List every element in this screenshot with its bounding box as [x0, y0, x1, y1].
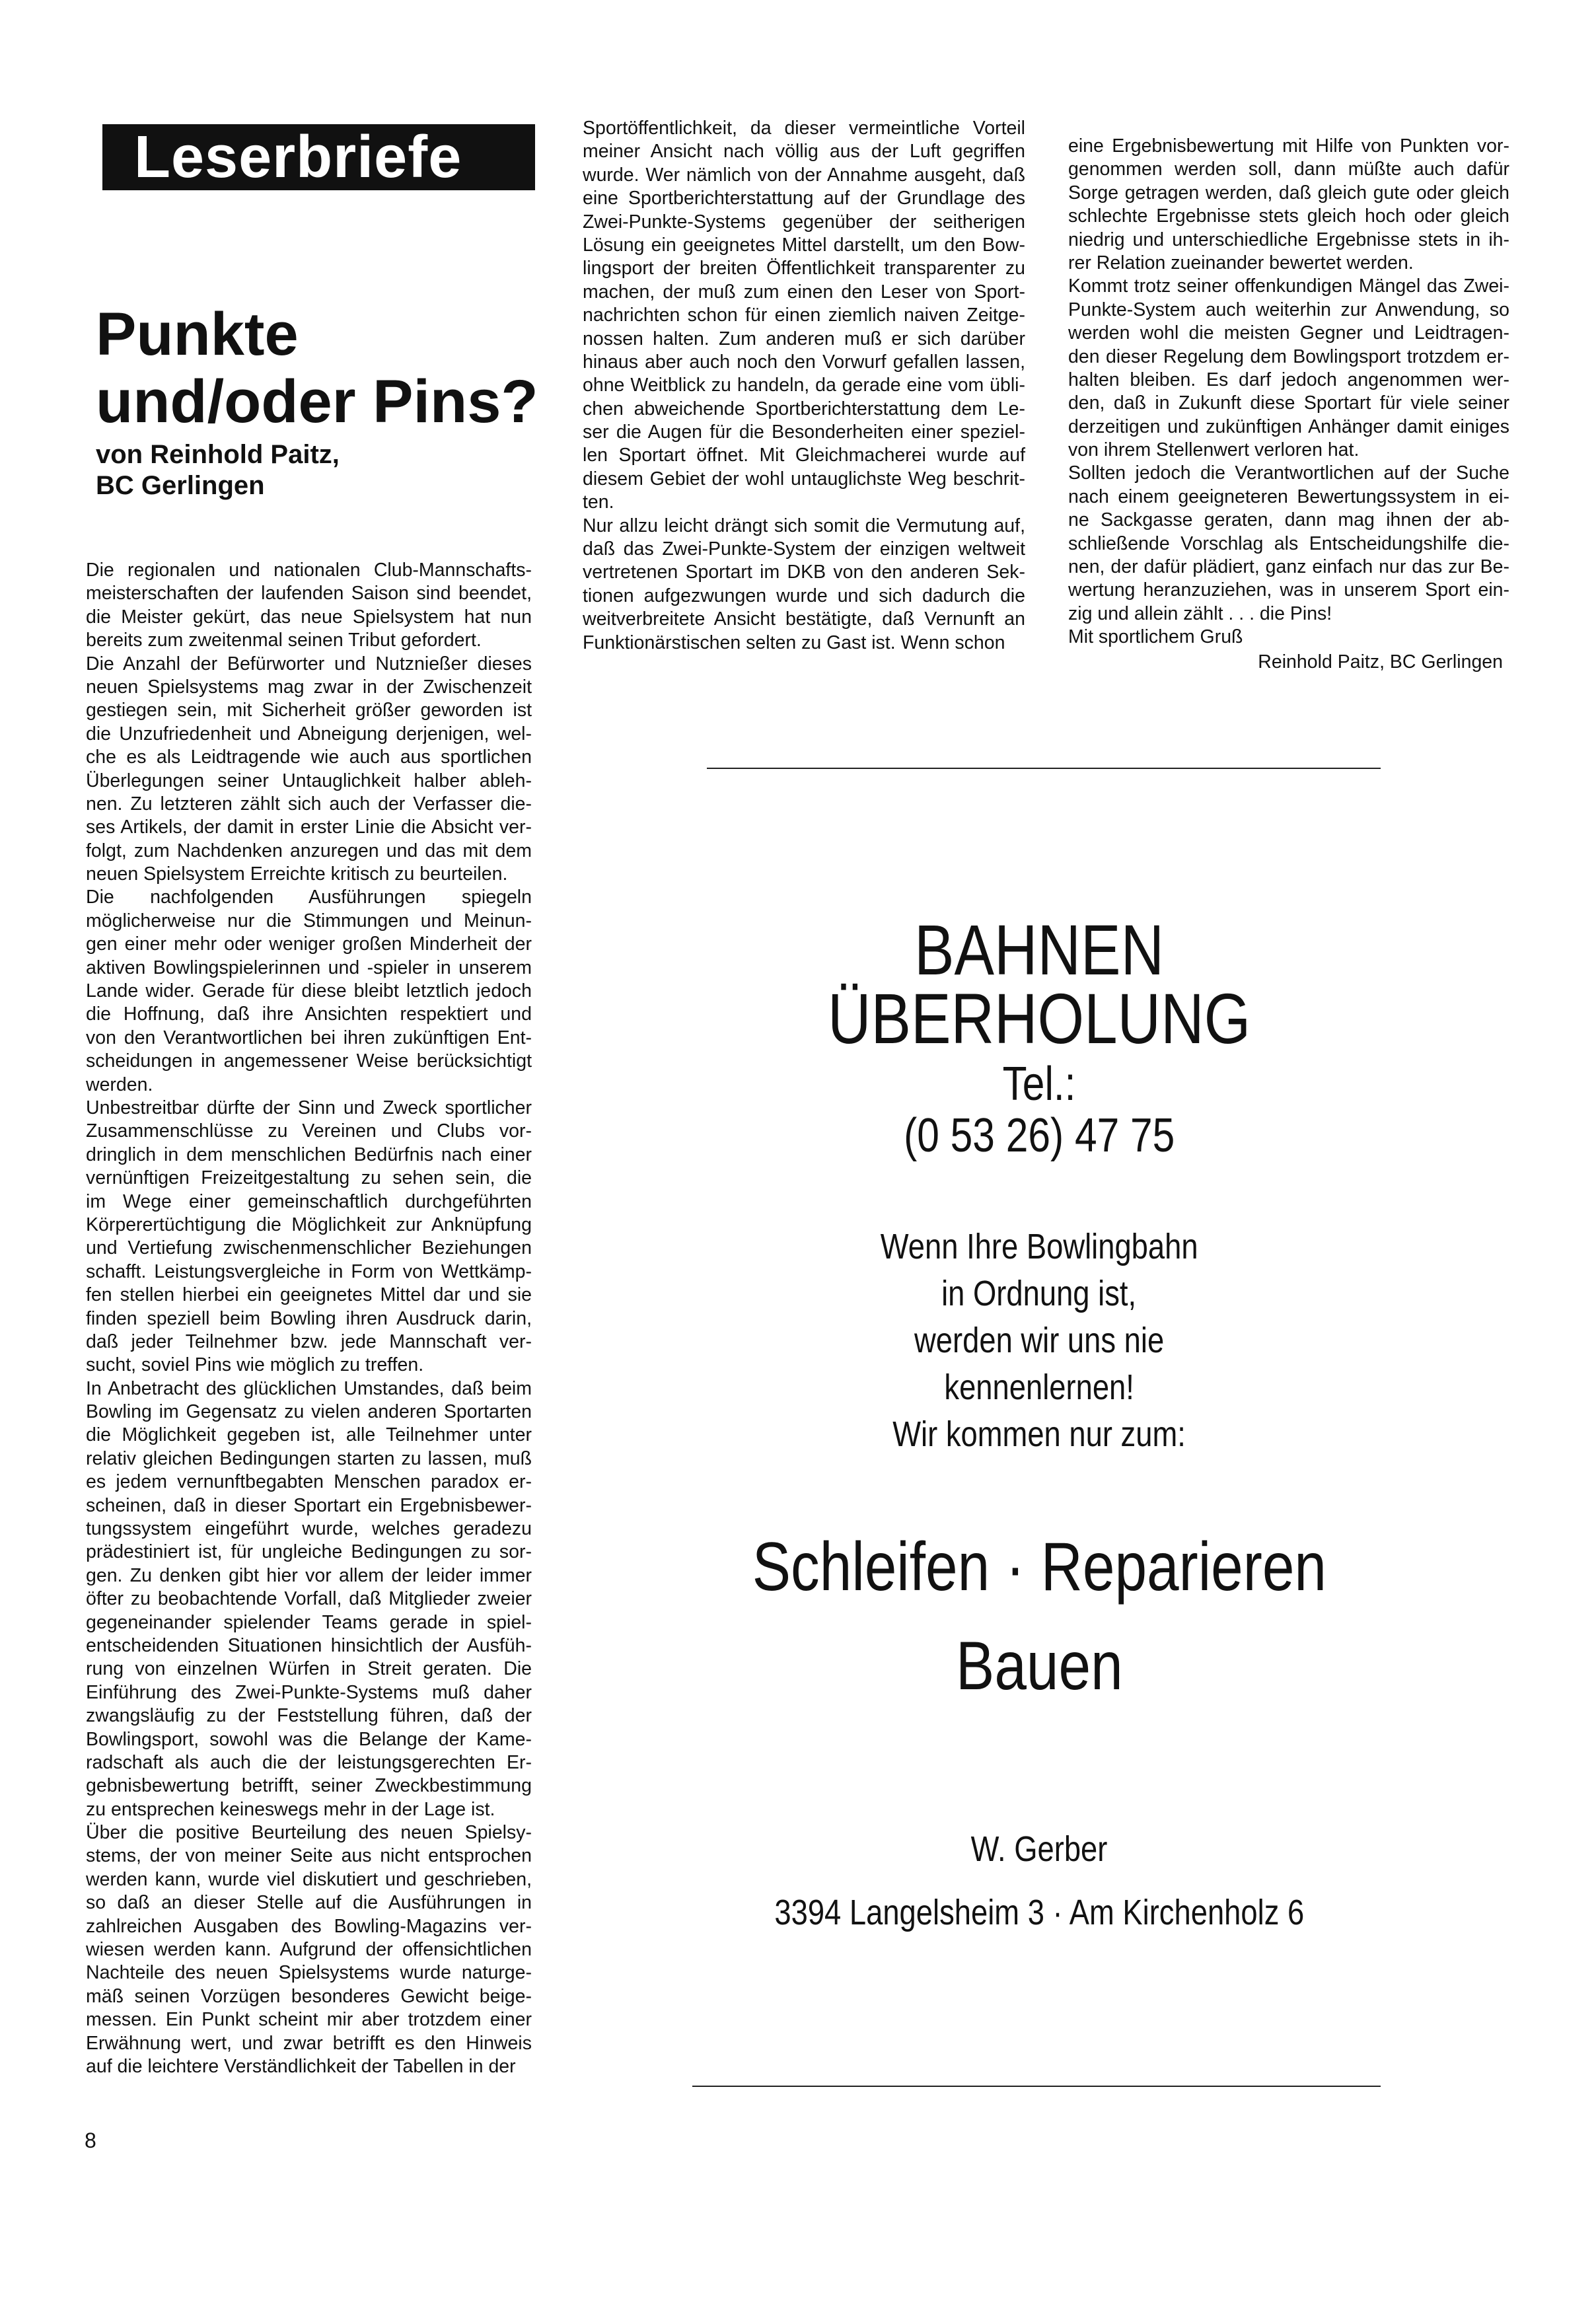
paragraph [86, 1097, 532, 1377]
text-line: so daß an dieser Stelle auf die Ausführungen in [86, 1892, 532, 1914]
text-line: im Wege einer gemeinschaftlich durchgeführten [86, 1190, 532, 1212]
text-line: werden kann, wurde viel diskutiert und geschrieben, [86, 1868, 532, 1890]
text-line: zwangsläufig zu der Feststellung führen, daß der [86, 1705, 532, 1727]
text-line: ohne Weitblick zu handeln, da gerade eine vom übli- [583, 375, 1025, 396]
article-byline [96, 439, 340, 501]
text-line: Einführung des Zwei-Punkte-Systems muß daher [86, 1681, 532, 1703]
text-line: diesem Gebiet der wohl untauglichste Weg beschrit- [583, 468, 1025, 490]
text-line: weitverbreitete Ansicht bestätigte, daß Vernunft an [583, 608, 1025, 630]
text-line: scheidungen in angemessener Weise berücksichtigt [86, 1050, 532, 1072]
paragraph [86, 1377, 532, 1821]
text-line: Sorge getragen werden, daß gleich gute oder gleich [1068, 182, 1509, 203]
text-line: öfter zu beobachtende Vorfall, daß Mitglieder zweier [86, 1588, 532, 1610]
text-line: zig und allein zählt . . . die Pins! [1068, 602, 1332, 624]
ad-headline-1-text: BAHNEN [914, 910, 1165, 990]
article-column-3 [1068, 135, 1509, 649]
text-line: entscheidenden Situationen hinsichtlich der Ausfüh- [86, 1634, 532, 1656]
text-line: vertretenen Sportart im DKB von den anderen Sek- [583, 562, 1025, 583]
ad-address [676, 1895, 1402, 1930]
text-line: vernünftigen Freizeitgestaltung zu sehen sein, die [86, 1167, 532, 1189]
text-line: Mit sportlichem Gruß [1068, 626, 1243, 648]
text-line: schließende Vorschlag als Entscheidungshilfe die- [1068, 532, 1509, 554]
text-line: finden speziell beim Bowling ihren Ausdruck darin, [86, 1307, 532, 1329]
text-line: gegeneinander spielender Teams gerade in spiel- [86, 1611, 532, 1633]
byline-club: BC Gerlingen [96, 471, 265, 500]
text-line: nen. Zu letzteren zählt sich auch der Verfasser die- [86, 793, 532, 815]
article-title-line: Punkte [96, 301, 299, 368]
text-line: möglicherweise nur die Stimmungen und Meinun- [86, 910, 532, 931]
ad-services-2 [676, 1628, 1402, 1704]
paragraph [1068, 626, 1509, 649]
text-line: niedrig und unterschiedliche Ergebnisse stets in ih- [1068, 229, 1509, 250]
text-line: gen einer mehr oder weniger großen Minderheit der [86, 933, 532, 955]
text-line: nachrichten schon für einen ziemlich naiven Zeitge- [583, 305, 1025, 326]
text-line: Unbestreitbar dürfte der Sinn und Zweck sportlicher [86, 1097, 532, 1118]
text-line: von den Verantwortlichen bei ihren zukünftigen Ent- [86, 1027, 532, 1048]
text-line: es jedem vernunftbegabten Menschen paradox er- [86, 1471, 532, 1493]
text-line: schlechte Ergebnisse stets gleich hoch oder gleich [1068, 205, 1509, 227]
text-line: gen. Zu denken gibt hier vor allem der leider immer [86, 1564, 532, 1586]
text-line: dringlich in dem menschlichen Bedürfnis nach einer [86, 1144, 532, 1165]
text-line: Lösung ein geeignetes Mittel darstellt, um den Bow- [583, 234, 1025, 256]
text-line: Bowlingsport, sowohl was die Belange der Kame- [86, 1728, 532, 1750]
text-line: chen abweichende Sportberichterstattung dem Le- [583, 398, 1025, 419]
ad-message-text: Wir kommen nur zum: [892, 1414, 1186, 1454]
paragraph [1068, 275, 1509, 462]
text-line: nach einem geeigneteren Bewertungssystem in ei- [1068, 486, 1509, 507]
ad-message-line [676, 1229, 1402, 1264]
text-line: auf die leichtere Verständlichkeit der Tabellen in der [86, 2056, 516, 2077]
ad-company-text: W. Gerber [970, 1829, 1108, 1869]
paragraph [1068, 462, 1509, 626]
text-line: halten bleiben. Es darf jedoch angenommen wer- [1068, 369, 1509, 390]
text-line: machen, der muß zum einen den Leser von Sport- [583, 281, 1025, 303]
text-line: neuen Spielsystems mag zwar in der Zwischenzeit [86, 676, 532, 698]
text-line: stems, der von meiner Seite aus nicht entsprochen [86, 1845, 532, 1867]
text-line: wertung heranzuziehen, was in unserem Sport ein- [1068, 579, 1509, 601]
paragraph [86, 886, 532, 1097]
text-line: ses Artikels, der damit in erster Linie die Absicht ver- [86, 817, 532, 838]
text-line: gebnisbewertung betrifft, seiner Zweckbestimmung [86, 1775, 532, 1797]
paragraph [86, 653, 532, 887]
text-line: che es als Leidtragende wie auch aus sportlichen [86, 747, 532, 768]
paragraph [583, 515, 1025, 655]
ad-message-line [676, 1416, 1402, 1452]
ad-message-text: Wenn Ihre Bowlingbahn [880, 1227, 1198, 1266]
text-line: Zwei-Punkte-Systems gegenüber der seitherigen [583, 211, 1025, 233]
text-line: daß das Zwei-Punkte-System der einzigen weltweit [583, 538, 1025, 560]
text-line: rer Relation zueinander bewertet werden. [1068, 252, 1414, 273]
text-line: hinaus aber auch noch den Vorwurf gefallen lassen, [583, 351, 1025, 373]
text-line: Sportöffentlichkeit, da dieser vermeintliche Vorteil [583, 118, 1025, 139]
text-line: meisterschaften der laufenden Saison sind beendet, [86, 583, 532, 604]
ad-message-text: kennenlernen! [944, 1367, 1134, 1407]
text-line: aktiven Bowlingspielerinnen und -spieler in unserem [86, 957, 532, 978]
text-line: den, daß in Zukunft diese Sportart für viele seiner [1068, 392, 1509, 414]
text-line: prädestiniert ist, für ungleiche Bedingungen zu sor- [86, 1541, 532, 1563]
divider-bottom [692, 2086, 1381, 2087]
text-line: Funktionärstischen selten zu Gast ist. Wenn schon [583, 632, 1005, 653]
ad-headline-1 [676, 910, 1402, 990]
text-line: wurde. Wer nämlich von der Annahme ausgeht, daß [583, 164, 1025, 186]
text-line: Die Anzahl der Befürworter und Nutznießer dieses [86, 653, 532, 675]
text-line: die Meister gekürt, das neue Spielsystem hat nun [86, 606, 532, 628]
paragraph [1068, 135, 1509, 275]
ad-services [676, 1529, 1402, 1605]
text-line: werden. [86, 1074, 153, 1095]
text-line: Die nachfolgenden Ausführungen spiegeln [86, 887, 532, 908]
ad-headline-2 [676, 978, 1402, 1058]
text-line: Erwähnung wert, und zwar betrifft es den Hinweis [86, 2032, 532, 2054]
text-line: rung von einzelnen Würfen in Streit geraten. Die [86, 1658, 532, 1680]
text-line: Sollten jedoch die Verantwortlichen auf der Suche [1068, 462, 1509, 484]
text-line: daß jeder Teilnehmer bzw. jede Mannschaft ver- [86, 1331, 532, 1352]
text-line: eine Ergebnisbewertung mit Hilfe von Punkten vor- [1068, 135, 1509, 157]
ad-message-line [676, 1323, 1402, 1358]
text-line: Zusammenschlüsse zu Vereinen und Clubs vor- [86, 1120, 532, 1142]
section-header [102, 124, 535, 190]
section-title: Leserbriefe [134, 124, 462, 190]
paragraph [583, 117, 1025, 515]
text-line: ten. [583, 492, 614, 513]
text-line: Nachteile des neuen Spielsystems wurde naturge- [86, 1962, 532, 1984]
text-line: tungssystem eingeführt wurde, welches geradezu [86, 1518, 532, 1540]
text-line: Die regionalen und nationalen Club-Mannschafts- [86, 560, 532, 581]
text-line: Kommt trotz seiner offenkundigen Mängel das Zwei- [1068, 275, 1509, 297]
text-line: und Vertiefung zwischenmenschlicher Beziehungen [86, 1237, 532, 1259]
text-line: genommen werden soll, dann müßte auch dafür [1068, 159, 1509, 180]
text-line: zahlreichen Ausgaben des Bowling-Magazins ver- [86, 1915, 532, 1937]
text-line: von ihrem Stellenwert verloren hat. [1068, 439, 1360, 461]
ad-phone-text: (0 53 26) 47 75 [903, 1109, 1175, 1162]
text-line: neuen Spielsystem Erreichte kritisch zu beurteilen. [86, 863, 508, 885]
ad-headline-2-text: ÜBERHOLUNG [827, 978, 1251, 1058]
ad-tel-label-text: Tel.: [1002, 1058, 1076, 1111]
text-line: nossen halten. Zum anderen muß er sich darüber [583, 328, 1025, 349]
text-line: Bowling im Gegensatz zu vielen anderen Sportarten [86, 1401, 532, 1423]
text-line: Nur allzu leicht drängt sich somit die Vermutung auf, [583, 515, 1025, 536]
text-line: radschaft als auch die der leistungsgerechten Er- [86, 1751, 532, 1773]
text-line: messen. Ein Punkt scheint mir aber trotzdem einer [86, 2009, 532, 2031]
article-title-line: und/oder Pins? [96, 368, 538, 435]
text-line: mäß seinen Vorzügen besonderes Gewicht beige- [86, 1985, 532, 2007]
text-line: die Hoffnung, daß ihre Ansichten respektiert und [86, 1003, 532, 1025]
text-line: derzeitigen und zukünftigen Anhänger damit einiges [1068, 416, 1509, 437]
ad-address-text: 3394 Langelsheim 3 · Am Kirchenholz 6 [774, 1893, 1304, 1932]
text-line: zu entsprechen keineswegs mehr in der Lage ist. [86, 1798, 495, 1820]
page-number: 8 [85, 2129, 96, 2152]
text-line: Über die positive Beurteilung des neuen Spielsy- [86, 1822, 532, 1844]
text-line: tionen aufgezwungen wurde und sich dadurch die [583, 585, 1025, 606]
text-line: ser die Augen für die Besonderheiten einer speziel- [583, 421, 1025, 443]
paragraph [86, 559, 532, 653]
ad-phone [676, 1109, 1402, 1162]
text-line: den dieser Regelung dem Bowlingsport trotzdem er- [1068, 346, 1509, 367]
text-line: Punkte-System auch weiterhin zur Anwendung, so [1068, 299, 1509, 320]
text-line: relativ gleichen Bedingungen starten zu lassen, muß [86, 1447, 532, 1469]
text-line: In Anbetracht des glücklichen Umstandes, daß beim [86, 1377, 532, 1399]
text-line: scheinen, daß in dieser Sportart ein Ergebnisbewer- [86, 1494, 532, 1516]
ad-message-line [676, 1369, 1402, 1405]
text-line: sucht, soviel Pins wie möglich zu treffen. [86, 1354, 424, 1376]
text-line: Lande wider. Gerade für diese bleibt letztlich jedoch [86, 980, 532, 1002]
text-line: schafft. Leistungsvergleiche in Form von Wettkämp- [86, 1260, 532, 1282]
text-line: nen, der dafür plädiert, ganz einfach nur das zur Be- [1068, 556, 1509, 578]
article-column-1 [86, 559, 532, 2078]
ad-message-text: in Ordnung ist, [941, 1274, 1137, 1313]
text-line: die Möglichkeit gegeben ist, alle Teilnehmer unter [86, 1424, 532, 1446]
text-line: die Unzufriedenheit und Abneigung derjenigen, wel- [86, 723, 532, 745]
text-line: wiesen werden kann. Aufgrund der offensichtlichen [86, 1939, 532, 1961]
text-line: bereits zum zweitenmal seinen Tribut gefordert. [86, 630, 482, 651]
article-column-2 [583, 117, 1025, 655]
text-line: folgt, zum Nachdenken anzuregen und das mit dem [86, 840, 532, 861]
text-line: ne Sackgasse geraten, dann mag ihnen der ab- [1068, 509, 1509, 531]
ad-tel-label [676, 1058, 1402, 1111]
ad-company [676, 1831, 1402, 1867]
ad-services-2-text: Bauen [955, 1628, 1123, 1704]
ad-message-line [676, 1276, 1402, 1311]
divider-top [707, 768, 1381, 769]
text-line: Körperertüchtigung die Möglichkeit zur Anknüpfung [86, 1214, 532, 1235]
text-line: len Sportart öffnet. Mit Gleichmacherei wurde auf [583, 445, 1025, 466]
text-line: eine Sportberichterstattung auf der Grundlage des [583, 188, 1025, 209]
text-line: lingsport der breiten Öffentlichkeit transparenter zu [583, 258, 1025, 279]
text-line: werden wohl die meisten Gegner und Leidtragen- [1068, 322, 1509, 344]
paragraph [86, 1821, 532, 2078]
ad-services-text: Schleifen · Reparieren [752, 1529, 1326, 1605]
article-title [96, 301, 538, 435]
byline-author: von Reinhold Paitz, [96, 440, 340, 469]
text-line: meiner Ansicht nach völlig aus der Luft gegriffen [583, 141, 1025, 163]
letter-signature: Reinhold Paitz, BC Gerlingen [1258, 651, 1503, 673]
text-line: gestiegen sein, mit Sicherheit größer geworden ist [86, 700, 532, 721]
text-line: Überlegungen seiner Untauglichkeit halber ableh- [86, 770, 532, 791]
text-line: fen stellen hierbei ein geeignetes Mittel dar und sie [86, 1284, 532, 1306]
ad-message-text: werden wir uns nie [914, 1321, 1165, 1360]
